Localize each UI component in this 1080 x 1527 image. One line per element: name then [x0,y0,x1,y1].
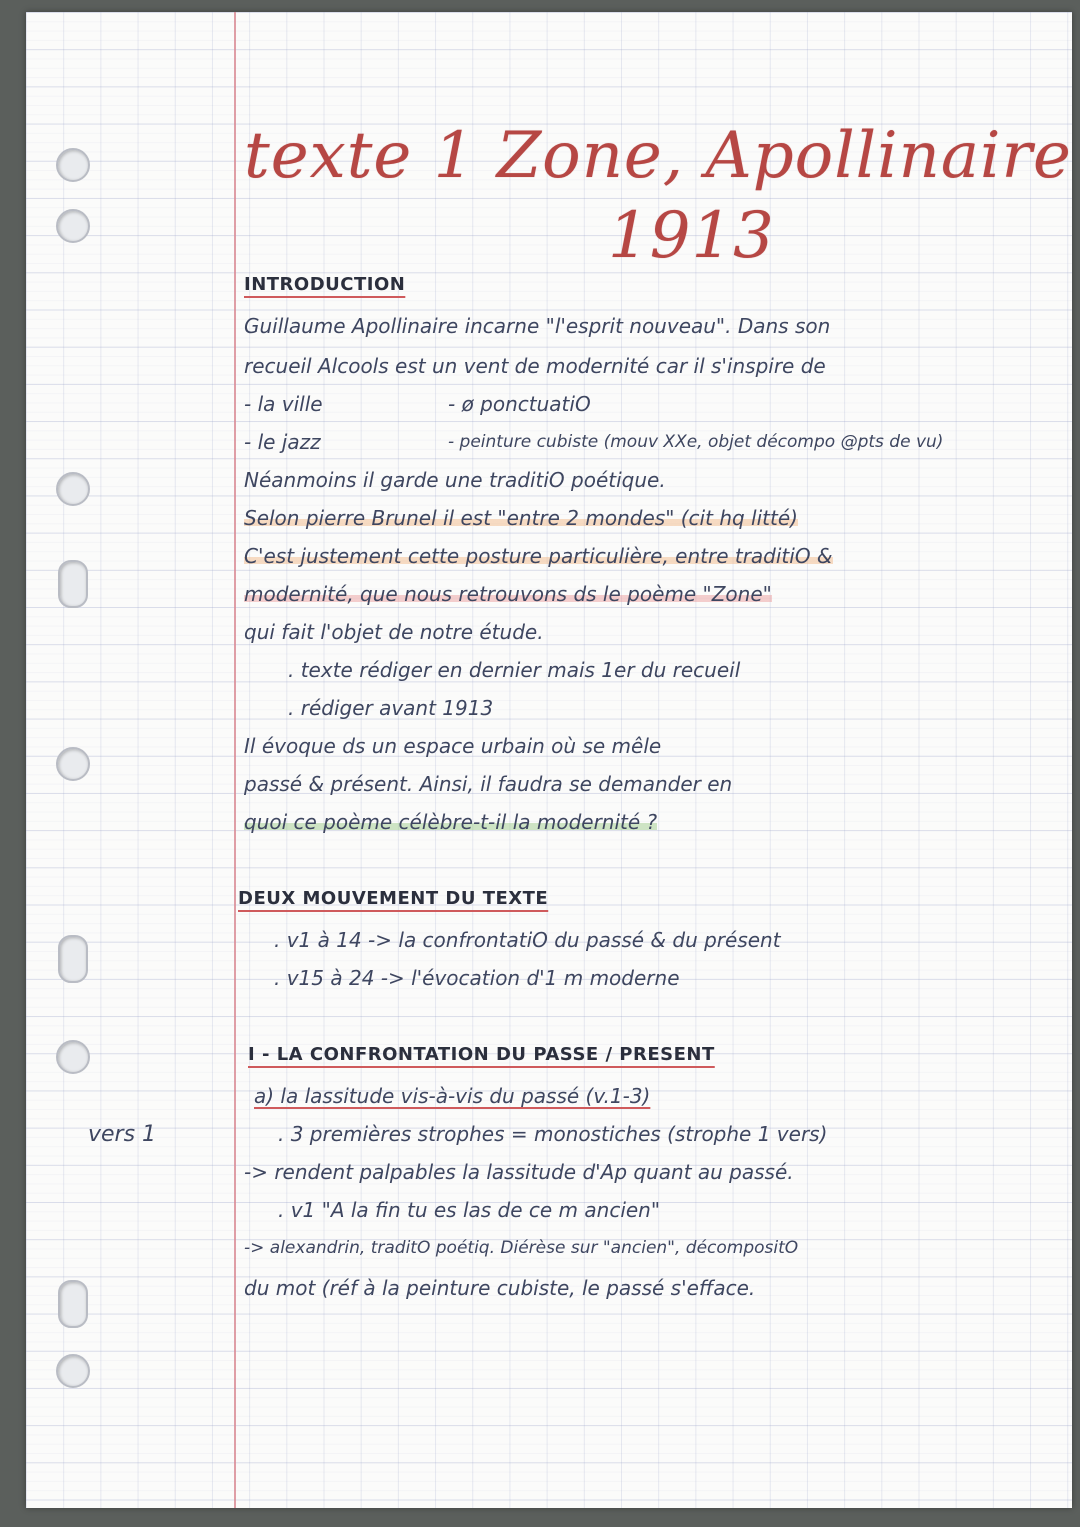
mouvement-item: . v1 à 14 -> la confrontatiO du passé & du présent [274,928,781,952]
intro-line: . rédiger avant 1913 [288,696,494,720]
margin-note: vers 1 [88,1122,157,1147]
analysis-line: . v1 "A la fin tu es las de ce m ancien" [278,1198,661,1222]
binder-hole [56,209,90,243]
intro-line: - le jazz [244,430,321,454]
intro-line: Selon pierre Brunel il est "entre 2 mondes" (cit hq litté) [244,506,798,530]
problematique: quoi ce poème célèbre-t-il la modernité ? [244,810,658,834]
intro-line: passé & présent. Ainsi, il faudra se demander en [244,772,733,796]
intro-line: Guillaume Apollinaire incarne "l'esprit nouveau". Dans son [244,314,831,338]
binder-hole [58,935,88,983]
intro-line: Néanmoins il garde une traditiO poétique. [244,468,666,492]
section-heading: I - LA CONFRONTATION DU PASSE / PRESENT [248,1044,715,1065]
intro-line: - peinture cubiste (mouv XXe, objet décompo @pts de vu) [448,432,944,452]
binder-hole [56,472,90,506]
binder-hole [58,1280,88,1328]
notebook-page [26,12,1072,1508]
analysis-line: -> rendent palpables la lassitude d'Ap quant au passé. [244,1160,794,1184]
intro-line: . texte rédiger en dernier mais 1er du recueil [288,658,741,682]
binder-hole [58,560,88,608]
binder-hole [56,148,90,182]
margin-line [234,12,236,1508]
mouvements-heading: DEUX MOUVEMENT DU TEXTE [238,888,549,909]
intro-line: modernité, que nous retrouvons ds le poème "Zone" [244,582,772,606]
analysis-line: -> alexandrin, traditO poétiq. Diérèse sur "ancien", décompositO [244,1238,799,1258]
introduction-heading: INTRODUCTION [244,274,406,295]
intro-line: Il évoque ds un espace urbain où se mêle [244,734,662,758]
binder-hole [56,1354,90,1388]
intro-line: recueil Alcools est un vent de modernité car il s'inspire de [244,354,826,378]
mouvement-item: . v15 à 24 -> l'évocation d'1 m moderne [274,966,680,990]
page-title-year: 1913 [608,199,775,273]
subsection-heading: a) la lassitude vis-à-vis du passé (v.1-3) [254,1084,651,1108]
intro-line: C'est justement cette posture particulière, entre traditiO & [244,544,833,568]
analysis-line: . 3 premières strophes = monostiches (strophe 1 vers) [278,1122,828,1146]
intro-line: - la ville [244,392,323,416]
binder-hole [56,747,90,781]
intro-line: qui fait l'objet de notre étude. [244,620,544,644]
binder-hole [56,1040,90,1074]
analysis-line: du mot (réf à la peinture cubiste, le passé s'efface. [244,1276,756,1300]
page-title: texte 1 Zone, Apollinaire [244,119,1072,193]
intro-line: - ø ponctuatiO [448,392,591,416]
